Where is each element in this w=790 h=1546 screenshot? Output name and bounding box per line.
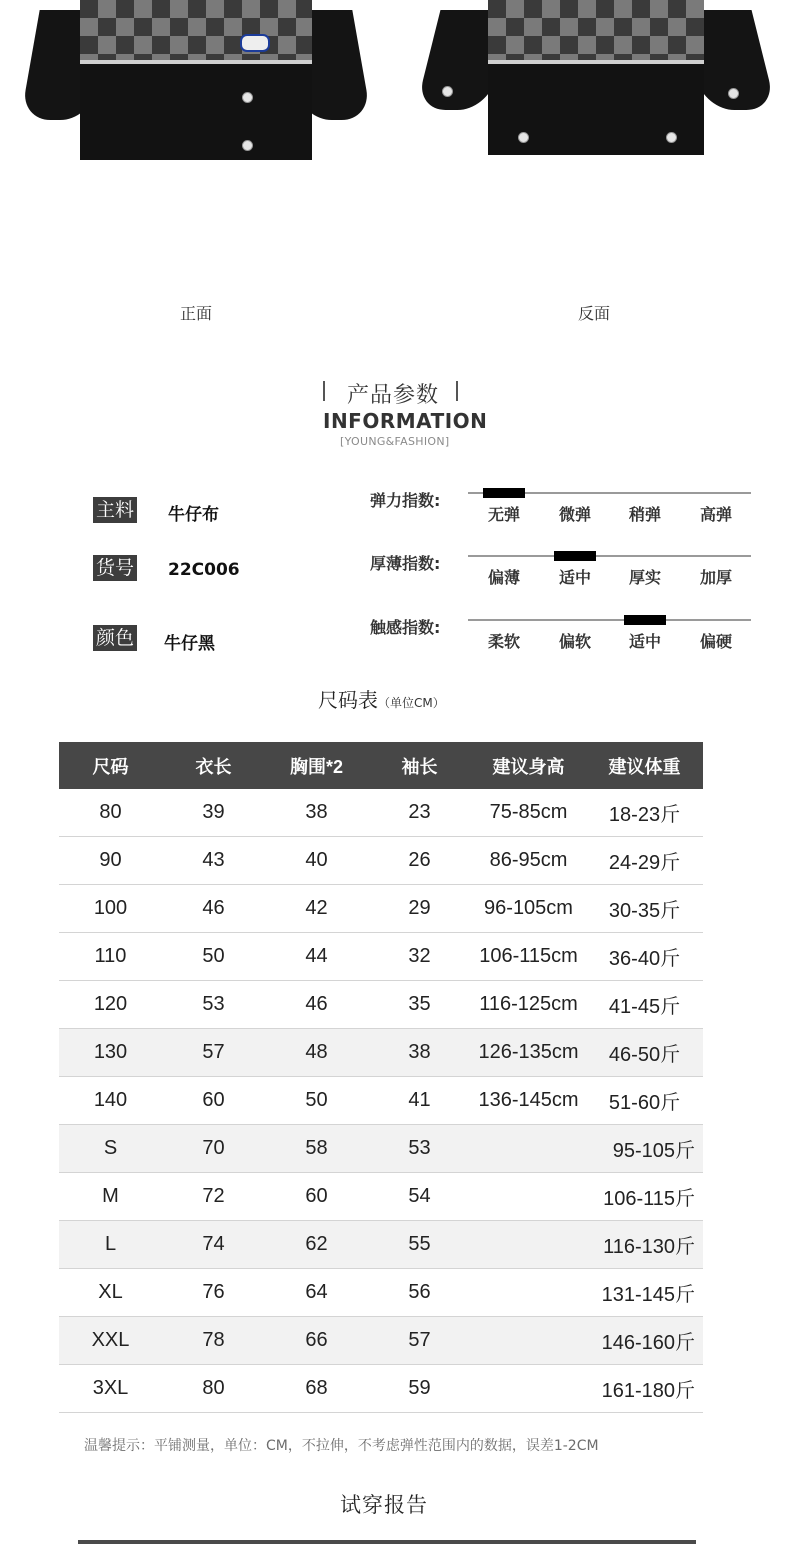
table-cell: 55 (368, 1221, 471, 1269)
elasticity-label: 弹力指数: (370, 491, 441, 510)
table-cell: 126-135cm (471, 1029, 586, 1077)
thickness-option: 加厚 (699, 568, 732, 587)
denim-panel (80, 64, 312, 160)
front-caption: 正面 (180, 304, 213, 323)
elasticity-option: 无弹 (487, 505, 520, 524)
touch-option: 柔软 (487, 632, 520, 651)
elasticity-option: 微弹 (558, 505, 591, 524)
material-value: 牛仔布 (168, 505, 219, 525)
thickness-option: 偏薄 (487, 568, 520, 587)
table-cell: 54 (368, 1173, 471, 1221)
table-cell: 95-105斤 (471, 1125, 703, 1173)
table-row (59, 1029, 703, 1077)
table-cell: 46-50斤 (586, 1029, 703, 1077)
size-table-header (59, 742, 703, 789)
item-number-value: 22C006 (168, 560, 240, 580)
table-cell: 116-130斤 (471, 1221, 703, 1269)
size-chart-title: 尺码表 (318, 688, 378, 712)
fitting-report-title: 试穿报告 (340, 1493, 428, 1517)
table-cell: 161-180斤 (471, 1365, 703, 1413)
table-cell: 53 (368, 1125, 471, 1173)
table-cell: 60 (265, 1173, 368, 1221)
table-cell: 51-60斤 (586, 1077, 703, 1125)
button-dot (242, 140, 253, 151)
thickness-scale (468, 555, 751, 557)
table-cell: 53 (162, 981, 265, 1029)
report-divider (78, 1540, 696, 1544)
table-row (59, 1125, 703, 1173)
table-cell: 50 (265, 1077, 368, 1125)
elasticity-option: 稍弹 (628, 505, 661, 524)
touch-option: 偏软 (558, 632, 591, 651)
table-cell: 66 (265, 1317, 368, 1365)
table-row (59, 1317, 703, 1365)
size-chart-heading (318, 684, 445, 713)
table-cell: 57 (368, 1317, 471, 1365)
table-cell: 110 (59, 933, 162, 981)
color-tag: 颜色 (93, 625, 137, 651)
table-cell: 106-115cm (471, 933, 586, 981)
table-cell: 32 (368, 933, 471, 981)
button-dot (666, 132, 677, 143)
divider-bar (323, 381, 325, 401)
jacket-front-image (30, 0, 362, 160)
table-cell: 140 (59, 1077, 162, 1125)
table-cell: 100 (59, 885, 162, 933)
table-cell: 36-40斤 (586, 933, 703, 981)
info-subtitle: [YOUNG&FASHION] (340, 435, 450, 448)
table-cell: 41 (368, 1077, 471, 1125)
size-table-body (59, 789, 703, 1413)
item-number-tag: 货号 (93, 555, 137, 581)
table-cell: XXL (59, 1317, 162, 1365)
table-cell: 146-160斤 (471, 1317, 703, 1365)
table-cell: 24-29斤 (586, 837, 703, 885)
header-cell: 胸围*2 (265, 742, 368, 789)
checker-pattern (488, 0, 704, 62)
table-cell: 130 (59, 1029, 162, 1077)
table-cell: 80 (59, 789, 162, 837)
table-cell: 120 (59, 981, 162, 1029)
table-cell: 59 (368, 1365, 471, 1413)
table-row (59, 1269, 703, 1317)
table-cell: 116-125cm (471, 981, 586, 1029)
button-dot (442, 86, 453, 97)
table-cell: 30-35斤 (586, 885, 703, 933)
material-tag: 主料 (93, 497, 137, 523)
button-dot (728, 88, 739, 99)
header-cell: 建议身高 (471, 742, 586, 789)
table-cell: 131-145斤 (471, 1269, 703, 1317)
touch-label: 触感指数: (370, 618, 441, 637)
table-cell: 18-23斤 (586, 789, 703, 837)
table-cell: 38 (368, 1029, 471, 1077)
size-table (59, 742, 703, 1413)
table-cell: 46 (265, 981, 368, 1029)
table-row (59, 1365, 703, 1413)
table-cell: 43 (162, 837, 265, 885)
color-value: 牛仔黑 (164, 634, 215, 654)
jacket-back-image (428, 0, 764, 155)
table-row (59, 1077, 703, 1125)
table-row (59, 933, 703, 981)
table-row (59, 789, 703, 837)
table-row (59, 1221, 703, 1269)
table-cell: 68 (265, 1365, 368, 1413)
measurement-note: 温馨提示：平铺测量，单位：CM，不拉伸，不考虑弹性范围内的数据，误差1-2CM (84, 1438, 599, 1454)
table-cell: 75-85cm (471, 789, 586, 837)
checker-pattern (80, 0, 312, 62)
thickness-option: 适中 (558, 568, 591, 587)
table-cell: 58 (265, 1125, 368, 1173)
header-cell: 尺码 (59, 742, 162, 789)
table-cell: M (59, 1173, 162, 1221)
table-cell: S (59, 1125, 162, 1173)
info-title-en: INFORMATION (323, 409, 488, 433)
table-cell: 57 (162, 1029, 265, 1077)
elasticity-marker (483, 488, 525, 498)
table-cell: 26 (368, 837, 471, 885)
touch-option: 偏硬 (699, 632, 732, 651)
table-cell: 50 (162, 933, 265, 981)
header-cell: 衣长 (162, 742, 265, 789)
button-dot (518, 132, 529, 143)
header-cell: 建议体重 (586, 742, 703, 789)
table-cell: 38 (265, 789, 368, 837)
table-cell: 96-105cm (471, 885, 586, 933)
thickness-label: 厚薄指数: (370, 554, 441, 573)
table-cell: 44 (265, 933, 368, 981)
elasticity-option: 高弹 (699, 505, 732, 524)
table-row (59, 837, 703, 885)
header-cell: 袖长 (368, 742, 471, 789)
table-cell: L (59, 1221, 162, 1269)
table-cell: 72 (162, 1173, 265, 1221)
table-row (59, 1173, 703, 1221)
touch-scale (468, 619, 751, 621)
table-cell: 29 (368, 885, 471, 933)
table-cell: 48 (265, 1029, 368, 1077)
table-cell: 86-95cm (471, 837, 586, 885)
table-row (59, 885, 703, 933)
divider-bar (456, 381, 458, 401)
thickness-marker (554, 551, 596, 561)
table-cell: 60 (162, 1077, 265, 1125)
table-cell: 42 (265, 885, 368, 933)
table-cell: 76 (162, 1269, 265, 1317)
table-cell: 64 (265, 1269, 368, 1317)
back-caption: 反面 (578, 304, 611, 323)
table-cell: 74 (162, 1221, 265, 1269)
touch-option: 适中 (628, 632, 661, 651)
table-cell: 70 (162, 1125, 265, 1173)
table-cell: 3XL (59, 1365, 162, 1413)
logo-patch (240, 34, 270, 52)
table-cell: 90 (59, 837, 162, 885)
table-cell: 80 (162, 1365, 265, 1413)
thickness-option: 厚实 (628, 568, 661, 587)
table-cell: XL (59, 1269, 162, 1317)
table-cell: 56 (368, 1269, 471, 1317)
button-dot (242, 92, 253, 103)
size-chart-unit: （单位CM） (378, 696, 445, 710)
table-cell: 23 (368, 789, 471, 837)
touch-marker (624, 615, 666, 625)
table-cell: 78 (162, 1317, 265, 1365)
table-cell: 41-45斤 (586, 981, 703, 1029)
table-cell: 35 (368, 981, 471, 1029)
info-title-cn: 产品参数 (347, 383, 440, 408)
table-cell: 62 (265, 1221, 368, 1269)
table-cell: 39 (162, 789, 265, 837)
table-cell: 136-145cm (471, 1077, 586, 1125)
table-cell: 40 (265, 837, 368, 885)
table-row (59, 981, 703, 1029)
table-cell: 46 (162, 885, 265, 933)
table-cell: 106-115斤 (471, 1173, 703, 1221)
